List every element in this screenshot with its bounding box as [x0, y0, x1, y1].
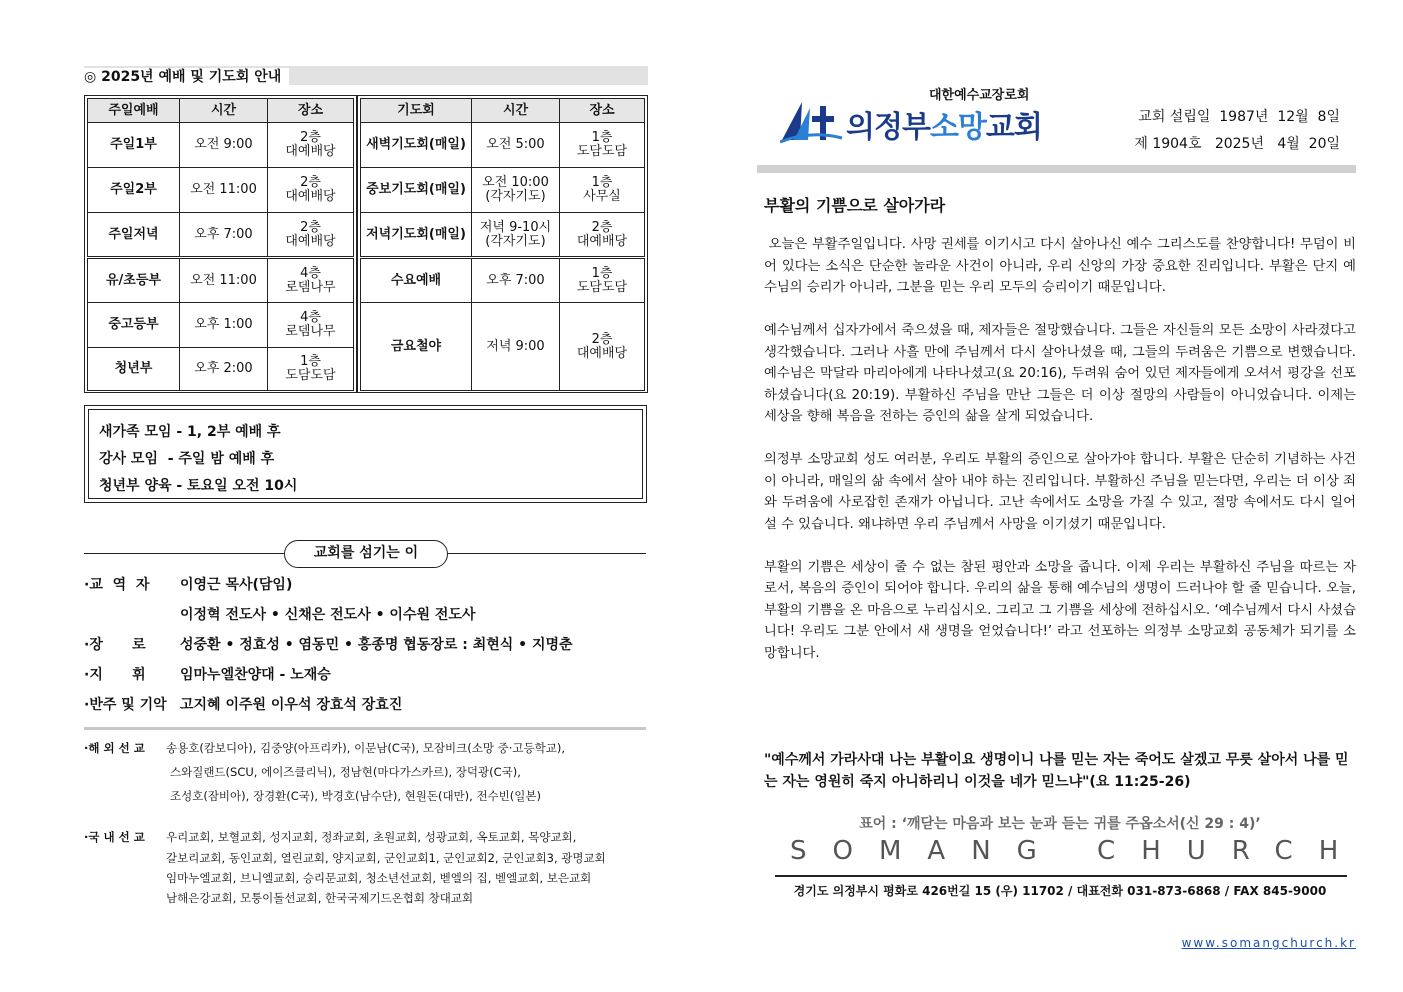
overseas-line: 스와질랜드(SCU, 에이즈클리닉), 정남현(마다가스카르), 장덕광(C국),	[170, 765, 521, 779]
worship-header-name: 주일예배	[88, 99, 180, 123]
worship-time: 오후 7:00	[180, 213, 268, 258]
pastor-row	[84, 574, 292, 594]
worship-name: 중고등부	[88, 303, 180, 348]
accompanist-row	[84, 694, 402, 714]
prayer-header-place: 장소	[560, 99, 645, 123]
scripture-verse: "예수께서 가라사대 나는 부활이요 생명이니 나를 믿는 자는 죽어도 살겠고 무릇 살아서 나를 믿는 자는 영원히 죽지 아니하리니 이것을 네가 믿느냐"(요 11:25-26)	[764, 752, 1349, 790]
elder-row	[84, 634, 573, 654]
issue-number: 제 1904호 2025년 4월 20일	[1134, 136, 1340, 152]
meeting-line: 청년부 양육 - 토요일 오전 10시	[99, 478, 298, 494]
worship-time: 오후 1:00	[180, 303, 268, 348]
worship-header-row	[88, 99, 354, 123]
address-divider	[775, 875, 1347, 877]
domestic-label: ·국 내 선 교	[84, 830, 145, 844]
sermon-paragraph: 의정부 소망교회 성도 여러분, 우리도 부활의 증인으로 살아가야 합니다. 부활은 단순히 기념하는 사건이 아니라, 매일의 삶 속에서 살아 내야 하는 진리입니다. 부활하신 주님을 믿는다면, 우리는 더 이상 죄와 두려움에 사로잡힌 존재가 아닙니다. 고난 속에서도 소망을 가질 수 있고, 절망 속에서도 다시 일어설 수 있습니다. 왜냐하면 우리 주님께서 사망을 이기셨기 때문입니다.	[764, 452, 1356, 532]
worship-header-place: 장소	[268, 99, 354, 123]
prayer-time: 오전 10:00 (각자기도)	[472, 168, 560, 213]
schedule-title: ◎ 2025년 예배 및 기도회 안내	[84, 68, 289, 87]
worship-place: 4층 로뎀나무	[268, 258, 354, 303]
worship-name: 주일1부	[88, 123, 180, 168]
table-row	[361, 258, 645, 303]
table-row	[361, 213, 645, 258]
prayer-name: 저녁기도회(매일)	[361, 213, 472, 258]
overseas-line: 송용호(캄보디아), 김중양(아프리카), 이문남(C국), 모잠비크(소망 중·고등학교),	[166, 741, 565, 755]
worship-place: 2층 대예배당	[268, 123, 354, 168]
worship-place: 4층 로뎀나무	[268, 303, 354, 348]
sermon-body	[764, 234, 1356, 686]
pastor-names: 이영근 목사(담임)	[180, 577, 293, 593]
prayer-header-time: 시간	[472, 99, 560, 123]
worship-place: 2층 대예배당	[268, 168, 354, 213]
schedule-title-bar	[84, 66, 648, 85]
prayer-name: 중보기도회(매일)	[361, 168, 472, 213]
church-motto: 표어 : ‘깨닫는 마음과 보는 눈과 듣는 귀를 주옵소서(신 29 : 4)’	[859, 816, 1261, 832]
prayer-name: 금요철야	[361, 303, 472, 391]
worship-time: 오후 2:00	[180, 348, 268, 391]
sermon-title: 부활의 기쁨으로 살아가라	[764, 196, 946, 215]
prayer-name: 새벽기도회(매일)	[361, 123, 472, 168]
church-info	[1134, 104, 1340, 158]
church-english-name: SOMANG CHURCH	[790, 836, 1365, 866]
prayer-table	[360, 98, 645, 391]
pastor-label: ·교 역 자	[84, 577, 150, 593]
table-row	[88, 213, 354, 258]
prayer-place: 1층 도담도담	[560, 123, 645, 168]
meetings-box	[84, 405, 647, 503]
servers-bottom-rule	[84, 727, 646, 730]
worship-place: 2층 대예배당	[268, 213, 354, 258]
domestic-line: 우리교회, 보혈교회, 성지교회, 정좌교회, 초원교회, 성광교회, 옥토교회, 목양교회,	[166, 830, 577, 844]
prayer-place: 1층 도담도담	[560, 258, 645, 303]
meeting-line: 새가족 모임 - 1, 2부 예배 후	[99, 424, 281, 440]
sermon-paragraph: 오늘은 부활주일입니다. 사망 권세를 이기시고 다시 살아나신 예수 그리스도를 찬양합니다! 무덤이 비어 있다는 소식은 단순한 놀라운 사건이 아니라, 우리 신앙의 가장 중요한 진리입니다. 부활은 단지 예수님의 승리가 아니라, 그분을 믿는 우리 모두의 승리이기 때문입니다.	[764, 237, 1356, 295]
prayer-name: 수요예배	[361, 258, 472, 303]
table-row	[88, 348, 354, 391]
worship-name: 주일저녁	[88, 213, 180, 258]
church-logo-icon	[780, 100, 844, 144]
prayer-header-row	[361, 99, 645, 123]
overseas-label: ·해 외 선 교	[84, 741, 145, 755]
domestic-line: 임마누엘교회, 브니엘교회, 승리문교회, 청소년선교회, 벧엘의 집, 벧엘교회, 보은교회	[166, 871, 592, 885]
elder-label: ·장 로	[84, 637, 146, 653]
overseas-line: 조성호(잠비아), 장경환(C국), 박경호(남수단), 현원돈(대만), 전수빈(일본)	[170, 789, 541, 803]
prayer-time: 오전 5:00	[472, 123, 560, 168]
servers-heading: 교회를 섬기는 이	[284, 540, 448, 568]
sermon-paragraph: 부활의 기쁨은 세상이 줄 수 없는 참된 평안과 소망을 줍니다. 이제 우리는 부활하신 주님을 따르는 자로서, 복음의 증인이 되어야 합니다. 우리의 삶을 통해 예수님의 생명이 드러나야 할 줄 믿습니다. 오늘, 부활의 기쁨을 온 마음으로 누리십시오. 그리고 그 기쁨을 세상에 전하십시오. ‘예수님께서 다시 사셨습니다! 우리도 그분 안에서 새 생명을 얻었습니다!’ 라고 선포하는 의정부 소망교회 공동체가 되기를 소망합니다.	[764, 559, 1356, 661]
worship-name: 주일2부	[88, 168, 180, 213]
sermon-paragraph: 예수님께서 십자가에서 죽으셨을 때, 제자들은 절망했습니다. 그들은 자신들의 모든 소망이 사라졌다고 생각했습니다. 그러나 사흘 만에 주님께서 다시 살아나셨을 때, 그들의 두려움은 기쁨으로 변했습니다. 예수님은 막달라 마리아에게 나타나셨고(요 20:16), 두려워 숨어 있던 제자들에게 오셔서 평강을 선포하셨습니다(요 20:19). 부활하신 주님을 만난 그들은 더 이상 절망의 사람들이 아니었습니다. 이제는 세상을 향해 복음을 전하는 증인의 삶을 살게 되었습니다.	[764, 323, 1356, 424]
accompanist-label: ·반주 및 기악	[84, 697, 167, 713]
conductor-row	[84, 664, 331, 684]
worship-name: 청년부	[88, 348, 180, 391]
website-link[interactable]: www.somangchurch.kr	[1181, 936, 1356, 950]
domestic-line: 남해은강교회, 모퉁이돌선교회, 한국국제기드온협회 창대교회	[166, 891, 474, 905]
table-row	[361, 168, 645, 213]
table-row	[361, 123, 645, 168]
established-date: 교회 설립일 1987년 12월 8일	[1138, 109, 1340, 125]
worship-time: 오전 11:00	[180, 168, 268, 213]
church-address: 경기도 의정부시 평화로 426번길 15 (우) 11702 / 대표전화 031-873-6868 / FAX 845-9000	[793, 884, 1327, 898]
worship-header-time: 시간	[180, 99, 268, 123]
accompanist-names: 고지혜 이주원 이우석 장효석 장효진	[180, 697, 403, 713]
prayer-time: 저녁 9:00	[472, 303, 560, 391]
prayer-time: 오후 7:00	[472, 258, 560, 303]
conductor-names: 임마누엘찬양대 - 노재승	[180, 667, 331, 683]
worship-place: 1층 도담도담	[268, 348, 354, 391]
conductor-label: ·지 휘	[84, 667, 146, 683]
table-row	[88, 123, 354, 168]
header-divider	[757, 165, 1356, 173]
domestic-line: 갈보리교회, 동인교회, 열린교회, 양지교회, 군인교회1, 군인교회2, 군인교회3, 광명교회	[166, 851, 606, 865]
prayer-header-name: 기도회	[361, 99, 472, 123]
evangelists-row: 이정혁 전도사 • 신채은 전도사 • 이수원 전도사	[180, 607, 476, 623]
prayer-place: 1층 사무실	[560, 168, 645, 213]
prayer-place: 2층 대예배당	[560, 213, 645, 258]
table-row	[88, 168, 354, 213]
meeting-line: 강사 모임 - 주일 밤 예배 후	[99, 451, 275, 467]
table-row	[361, 303, 645, 391]
church-name-logo: 의정부소망교회	[846, 110, 1042, 145]
denomination: 대한예수교장로회	[929, 88, 1030, 103]
elder-names: 성중환 • 정효성 • 염동민 • 홍종명 협동장로 : 최현식 • 지명춘	[180, 637, 573, 653]
worship-time: 오전 9:00	[180, 123, 268, 168]
table-row	[88, 258, 354, 303]
worship-name: 유/초등부	[88, 258, 180, 303]
prayer-time: 저녁 9-10시 (각자기도)	[472, 213, 560, 258]
worship-table	[87, 98, 354, 391]
prayer-place: 2층 대예배당	[560, 303, 645, 391]
worship-time: 오전 11:00	[180, 258, 268, 303]
table-row	[88, 303, 354, 348]
